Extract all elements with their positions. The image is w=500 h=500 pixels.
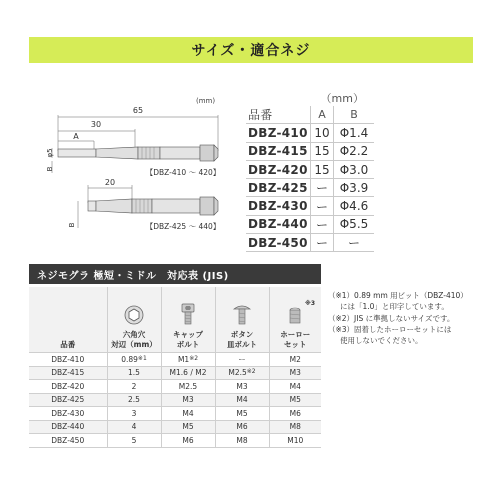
- compat-button-value: M2.5: [228, 368, 247, 378]
- spec-code: DBZ-415: [246, 142, 311, 160]
- spec-header-b: B: [334, 106, 375, 124]
- compat-row: [29, 434, 321, 448]
- spec-a: ー: [311, 179, 334, 197]
- compat-header-cap-text: キャップ ボルト: [173, 330, 203, 349]
- compat-header-button-text: ボタン 皿ボルト: [227, 330, 257, 349]
- spec-header-code: 品番: [246, 106, 311, 124]
- spec-row: [246, 234, 374, 252]
- compat-cap-value: M2.5: [178, 381, 198, 391]
- compat-hex: [107, 420, 161, 434]
- compat-code: DBZ-440: [29, 420, 107, 434]
- compat-button-value: ー: [238, 354, 246, 364]
- spec-row: [246, 197, 374, 215]
- compat-button-value: M5: [236, 408, 248, 418]
- hex-socket-icon: [124, 305, 144, 325]
- note-line: には「1.0」と印字しています。: [340, 302, 449, 312]
- compat-hex: [107, 434, 161, 448]
- bit-dimension-diagram: [48, 93, 233, 248]
- compat-header-set: [269, 287, 321, 353]
- compat-header-code-text: 品番: [60, 339, 76, 349]
- spec-a: 10: [311, 124, 334, 142]
- compat-cap-value: M5: [182, 422, 194, 432]
- spec-b: Φ2.2: [334, 142, 375, 160]
- compat-hex-note: ※1: [137, 354, 147, 362]
- compat-hex-value: 1.5: [128, 368, 140, 378]
- compat-hex: [107, 353, 161, 367]
- spec-code: DBZ-425: [246, 179, 311, 197]
- compat-button: [215, 393, 269, 407]
- compat-code: DBZ-420: [29, 380, 107, 394]
- compat-cap: [161, 353, 215, 367]
- compat-code: DBZ-430: [29, 407, 107, 421]
- diagram-unit: (mm): [196, 97, 216, 105]
- spec-unit: （mm）: [320, 92, 364, 105]
- compat-cap: [161, 407, 215, 421]
- compat-hex-value: 3: [131, 408, 137, 418]
- compat-set: M3: [269, 366, 321, 380]
- compat-set: M10: [269, 434, 321, 448]
- compat-row: [29, 353, 321, 367]
- note-line: 使用しないでください。: [340, 336, 423, 345]
- spec-row: [246, 124, 374, 142]
- compat-header-row: [29, 287, 321, 353]
- compat-header-cap: [161, 287, 215, 353]
- compat-button: [215, 420, 269, 434]
- compat-button-note: ※2: [246, 368, 256, 376]
- compat-row: [29, 420, 321, 434]
- compat-cap-note: ※2: [189, 354, 199, 362]
- section-banner: [29, 37, 473, 63]
- compat-hex-value: 2: [131, 381, 137, 391]
- spec-a: 15: [311, 160, 334, 178]
- compat-code: DBZ-415: [29, 366, 107, 380]
- compat-cap-value: M1: [177, 354, 190, 364]
- compat-code: DBZ-450: [29, 434, 107, 448]
- compat-code: DBZ-425: [29, 393, 107, 407]
- compat-header-set-note: ※3: [304, 299, 315, 307]
- spec-code: DBZ-410: [246, 124, 311, 142]
- compat-set: M4: [269, 380, 321, 394]
- note-line: （※1）0.89 mm 用ビット（DBZ-410）: [328, 291, 468, 300]
- compat-header-hex: [107, 287, 161, 353]
- compat-header-button: [215, 287, 269, 353]
- compat-table-title: [29, 264, 321, 284]
- dim-20-label: 20: [104, 178, 116, 187]
- dim-b-bottom-label: B: [68, 222, 76, 228]
- spec-a: ー: [311, 197, 334, 215]
- note-line: （※2）JIS に準拠しないサイズです。: [328, 313, 455, 323]
- spec-row: [246, 179, 374, 197]
- compat-button-value: M4: [236, 395, 248, 405]
- top-range-label: 【DBZ-410 ～ 420】: [145, 168, 221, 177]
- compat-title-text: ネジモグラ 極短・ミドル 対応表 (JIS): [37, 270, 229, 282]
- compat-button: [215, 407, 269, 421]
- compat-hex-value: 4: [131, 422, 137, 432]
- compat-code: DBZ-410: [29, 353, 107, 367]
- compat-hex: [107, 366, 161, 380]
- compat-set: M5: [269, 393, 321, 407]
- compat-hex: [107, 393, 161, 407]
- compat-hex-value: 5: [131, 435, 137, 445]
- button-countersunk-bolt-icon: [232, 303, 252, 325]
- compat-hex-value: 0.89: [121, 354, 138, 364]
- compat-button: [215, 366, 269, 380]
- dim-65-label: 65: [132, 106, 144, 115]
- compat-cap-value: M4: [182, 408, 194, 418]
- note-line: （※3）固着したホーローセットには: [328, 324, 452, 334]
- spec-b: Φ3.9: [334, 179, 375, 197]
- bit-top-drawing: [52, 115, 218, 173]
- compat-cap: [161, 393, 215, 407]
- compat-hex: [107, 380, 161, 394]
- spec-a: 15: [311, 142, 334, 160]
- compat-set: M8: [269, 420, 321, 434]
- compat-button-value: M6: [236, 422, 248, 432]
- spec-code: DBZ-450: [246, 234, 311, 252]
- compat-row: [29, 393, 321, 407]
- spec-code: DBZ-430: [246, 197, 311, 215]
- bottom-range-label: 【DBZ-425 ～ 440】: [145, 222, 221, 231]
- spec-header-a: A: [311, 106, 334, 124]
- compat-cap-value: M6: [182, 435, 194, 445]
- compat-hex-value: 2.5: [128, 395, 140, 405]
- dim-30-label: 30: [90, 120, 102, 129]
- compat-row: [29, 380, 321, 394]
- compat-cap-value: M3: [182, 395, 194, 405]
- set-screw-icon: [288, 307, 302, 325]
- compat-header-code: [29, 287, 107, 353]
- compat-row: [29, 366, 321, 380]
- spec-b: Φ4.6: [334, 197, 375, 215]
- dim-b-top-label: B: [46, 166, 54, 172]
- spec-b: Φ3.0: [334, 160, 375, 178]
- compat-button: [215, 353, 269, 367]
- cap-bolt-icon: [180, 303, 196, 325]
- compat-header-hex-text: 六角穴 対辺（mm）: [111, 330, 157, 349]
- spec-table: [246, 90, 374, 252]
- compat-cap: [161, 366, 215, 380]
- compat-button: [215, 434, 269, 448]
- dim-a-label: A: [73, 132, 79, 141]
- spec-row: [246, 215, 374, 233]
- compat-cap: [161, 434, 215, 448]
- compat-set: M6: [269, 407, 321, 421]
- spec-row: [246, 160, 374, 178]
- spec-b: Φ1.4: [334, 124, 375, 142]
- compat-cap: [161, 380, 215, 394]
- compat-button-value: M8: [236, 435, 248, 445]
- compat-cap: [161, 420, 215, 434]
- spec-a: ー: [311, 234, 334, 252]
- banner-title: サイズ・適合ネジ: [191, 43, 311, 59]
- compat-button-value: M3: [236, 381, 248, 391]
- compat-table: [29, 287, 321, 448]
- spec-row: [246, 142, 374, 160]
- compat-header-set-text: ホーロー セット: [280, 330, 311, 349]
- spec-code: DBZ-440: [246, 215, 311, 233]
- compat-set: M2: [269, 353, 321, 367]
- spec-b: ー: [334, 234, 375, 252]
- compat-cap-value: M1.6 / M2: [169, 368, 207, 378]
- compat-row: [29, 407, 321, 421]
- dim-phi5-label: φ5: [46, 148, 54, 158]
- spec-a: ー: [311, 215, 334, 233]
- spec-b: Φ5.5: [334, 215, 375, 233]
- compat-hex: [107, 407, 161, 421]
- spec-code: DBZ-420: [246, 160, 311, 178]
- footnotes: [328, 290, 478, 346]
- compat-button: [215, 380, 269, 394]
